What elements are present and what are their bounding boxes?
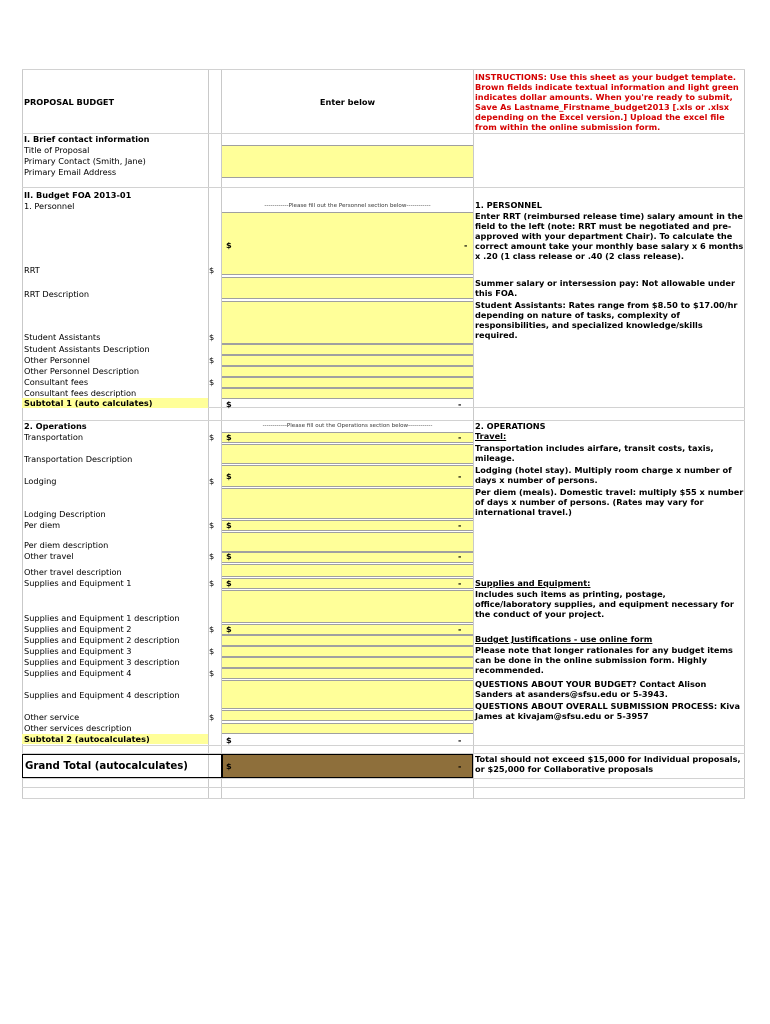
contact-input-fields[interactable] [222, 145, 473, 178]
consultant-fees-description-input[interactable] [222, 388, 473, 399]
instructions-text: INSTRUCTIONS: Use this sheet as your budget template. Brown fields indicate textual information and light green indicates dollar amounts. When you're ready to submit, Save As Lastname_Firstname_budget2013 [.xls or .xlsx depending on the Excel version.] Upload the excel file from within the online submission form. [475, 72, 739, 132]
grand-total-currency: $ [226, 761, 232, 771]
lodging-dollar: $ [209, 476, 215, 486]
rrt-label: RRT [24, 265, 40, 275]
supplies4-label: Supplies and Equipment 4 [24, 668, 132, 678]
grand-total-value: - [458, 761, 462, 771]
travel-guidance-heading: Travel: [475, 431, 507, 441]
other-personnel-dollar: $ [209, 355, 215, 365]
grand-total-cell [222, 754, 473, 778]
supplies3-description-label: Supplies and Equipment 3 description [24, 657, 180, 667]
lodging-value: - [458, 471, 462, 481]
per-diem-input[interactable] [222, 520, 473, 531]
per-diem-guidance-text: Per diem (meals). Domestic travel: multiply $55 x number of days x number of persons. (Rates may vary for international travel.) [475, 487, 744, 517]
supplies2-description-input[interactable] [222, 635, 473, 646]
grid-line [22, 798, 745, 799]
consultant-fees-dollar: $ [209, 377, 215, 387]
supplies4-dollar: $ [209, 668, 215, 678]
grid-line [22, 69, 745, 70]
rrt-currency: $ [226, 240, 232, 250]
title-of-proposal-label: Title of Proposal [24, 145, 90, 155]
transportation-description-label: Transportation Description [24, 454, 133, 464]
operations-label: 2. Operations [24, 421, 87, 431]
other-service-description-input[interactable] [222, 723, 473, 734]
other-travel-currency: $ [226, 551, 232, 561]
transportation-guidance-text: Transportation includes airfare, transit costs, taxis, mileage. [475, 443, 714, 463]
student-assistants-description-label: Student Assistants Description [24, 344, 150, 354]
supplies3-dollar: $ [209, 646, 215, 656]
grid-line [22, 187, 745, 188]
supplies2-label: Supplies and Equipment 2 [24, 624, 132, 634]
supplies3-label: Supplies and Equipment 3 [24, 646, 132, 656]
grid-line [473, 69, 474, 799]
consultant-fees-label: Consultant fees [24, 377, 89, 387]
subtotal1-value: - [458, 399, 462, 409]
primary-contact-label: Primary Contact (Smith, Jane) [24, 156, 146, 166]
transportation-description-input[interactable] [222, 444, 473, 464]
operations-guidance-heading: 2. OPERATIONS [475, 421, 546, 431]
supplies2-description-label: Supplies and Equipment 2 description [24, 635, 180, 645]
supplies4-description-label: Supplies and Equipment 4 description [24, 690, 180, 700]
grid-line [22, 69, 23, 799]
lodging-guidance-text: Lodging (hotel stay). Multiply room charge x number of days x number of persons. [475, 465, 732, 485]
questions-process-text: QUESTIONS ABOUT OVERALL SUBMISSION PROCESS: Kiva James at kivajam@sfsu.edu or 5-3957 [475, 701, 741, 721]
student-assistants-description-input[interactable] [222, 344, 473, 355]
other-travel-description-input[interactable] [222, 564, 473, 577]
per-diem-currency: $ [226, 520, 232, 530]
other-personnel-description-input[interactable] [222, 366, 473, 377]
subtotal2-value: - [458, 735, 462, 745]
other-travel-label: Other travel [24, 551, 74, 561]
primary-email-label: Primary Email Address [24, 167, 117, 177]
student-assistants-input[interactable] [222, 301, 473, 344]
subtotal2-label: Subtotal 2 (autocalculates) [22, 734, 208, 744]
transportation-currency: $ [226, 432, 232, 442]
transportation-dollar: $ [209, 432, 215, 442]
supplies-guidance-text: Includes such items as printing, postage, office/laboratory supplies, and equipment necessary for the conduct of your project. [475, 589, 734, 619]
transportation-input[interactable] [222, 432, 473, 443]
rrt-description-input[interactable] [222, 277, 473, 299]
supplies1-description-input[interactable] [222, 590, 473, 623]
other-travel-description-label: Other travel description [24, 567, 122, 577]
summer-salary-text: Summer salary or intersession pay: Not allowable under this FOA. [475, 278, 735, 298]
other-travel-dollar: $ [209, 551, 215, 561]
consultant-fees-description-label: Consultant fees description [24, 388, 137, 398]
rrt-value: - [464, 240, 468, 250]
supplies4-description-input[interactable] [222, 680, 473, 709]
subtotal2-currency: $ [226, 735, 232, 745]
consultant-fees-input[interactable] [222, 377, 473, 388]
grid-line [22, 787, 745, 788]
per-diem-label: Per diem [24, 520, 61, 530]
lodging-description-label: Lodging Description [24, 509, 106, 519]
personnel-note: ------------Please fill out the Personnel section below------------ [264, 203, 431, 209]
other-personnel-description-label: Other Personnel Description [24, 366, 140, 376]
other-service-input[interactable] [222, 710, 473, 721]
enter-below-heading: Enter below [319, 97, 376, 107]
supplies1-dollar: $ [209, 578, 215, 588]
personnel-label: 1. Personnel [24, 201, 75, 211]
budget-justifications-link[interactable]: Budget Justifications - use online form [475, 634, 653, 644]
subtotal1-currency: $ [226, 399, 232, 409]
supplies3-input[interactable] [222, 646, 473, 657]
total-limit-text: Total should not exceed $15,000 for Individual proposals, or $25,000 for Collaborative proposals [475, 754, 741, 774]
supplies1-description-label: Supplies and Equipment 1 description [24, 613, 180, 623]
lodging-currency: $ [226, 471, 232, 481]
supplies2-currency: $ [226, 624, 232, 634]
supplies2-input[interactable] [222, 624, 473, 635]
contact-section-title: I. Brief contact information [24, 134, 150, 144]
rrt-guidance-text: Enter RRT (reimbursed release time) salary amount in the field to the left (note: RRT must be negotiated and pre-approved with your department Chair). To calculate the correct amount take your monthly base salary x 6 months x .20 (1 class release or .40 (2 class release). [475, 211, 744, 261]
questions-budget-text: QUESTIONS ABOUT YOUR BUDGET? Contact Alison Sanders at asanders@sfsu.edu or 5-3943. [475, 679, 707, 699]
grid-line [22, 745, 745, 746]
transportation-label: Transportation [24, 432, 84, 442]
lodging-input[interactable] [222, 465, 473, 487]
supplies1-currency: $ [226, 578, 232, 588]
subtotal1-label: Subtotal 1 (auto calculates) [22, 398, 208, 408]
grand-total-label: Grand Total (autocalculates) [22, 754, 222, 778]
transportation-value: - [458, 432, 462, 442]
per-diem-description-input[interactable] [222, 532, 473, 552]
justification-guidance-text: Please note that longer rationales for any budget items can be done in the online submission form. Highly recommended. [475, 645, 733, 675]
other-service-label: Other service [24, 712, 80, 722]
per-diem-description-label: Per diem description [24, 540, 109, 550]
budget-spreadsheet [22, 69, 745, 799]
student-assistants-dollar: $ [209, 332, 215, 342]
personnel-guidance-heading: 1. PERSONNEL [475, 200, 542, 210]
operations-note: ------------Please fill out the Operations section below------------ [262, 423, 433, 429]
budget-section-title: II. Budget FOA 2013-01 [24, 190, 132, 200]
student-assistants-guidance-text: Student Assistants: Rates range from $8.50 to $17.00/hr depending on nature of tasks, complexity of responsibilities, and specialized knowledge/skills required. [475, 300, 738, 340]
supplies1-label: Supplies and Equipment 1 [24, 578, 132, 588]
other-travel-value: - [458, 551, 462, 561]
supplies2-value: - [458, 624, 462, 634]
lodging-label: Lodging [24, 476, 57, 486]
rrt-dollar: $ [209, 265, 215, 275]
per-diem-dollar: $ [209, 520, 215, 530]
other-service-description-label: Other services description [24, 723, 132, 733]
other-personnel-input[interactable] [222, 355, 473, 366]
supplies1-value: - [458, 578, 462, 588]
supplies4-input[interactable] [222, 668, 473, 679]
proposal-budget-heading: PROPOSAL BUDGET [24, 97, 115, 107]
rrt-description-label: RRT Description [24, 289, 90, 299]
other-personnel-label: Other Personnel [24, 355, 90, 365]
supplies1-input[interactable] [222, 578, 473, 589]
supplies2-dollar: $ [209, 624, 215, 634]
lodging-description-input[interactable] [222, 488, 473, 519]
supplies3-description-input[interactable] [222, 657, 473, 668]
other-travel-input[interactable] [222, 552, 473, 563]
student-assistants-label: Student Assistants [24, 332, 101, 342]
per-diem-value: - [458, 520, 462, 530]
rrt-input[interactable] [222, 212, 473, 275]
other-service-dollar: $ [209, 712, 215, 722]
supplies-guidance-heading: Supplies and Equipment: [475, 578, 591, 588]
